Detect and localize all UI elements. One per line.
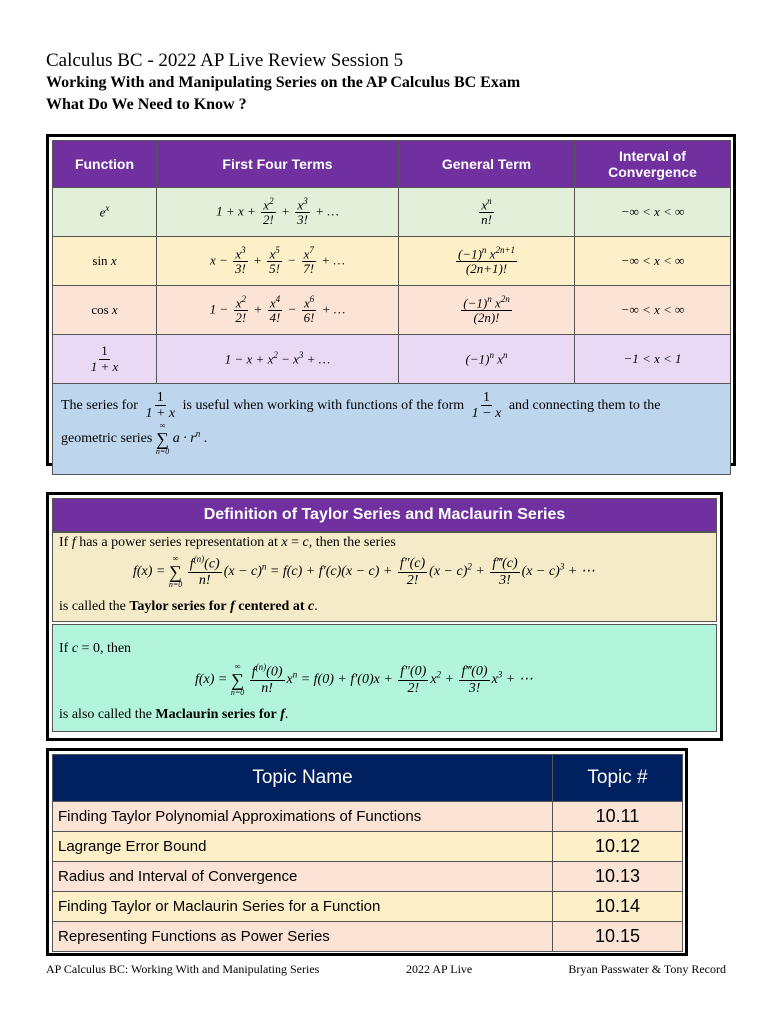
topic-name: Radius and Interval of Convergence (53, 862, 553, 892)
footer-left: AP Calculus BC: Working With and Manipulating Series (46, 962, 320, 976)
topic-name: Representing Functions as Power Series (53, 922, 553, 952)
table-row (53, 832, 683, 862)
function-cell: sin x (53, 237, 157, 286)
function-cell: $e^x$ (53, 188, 157, 237)
definition-box (46, 492, 723, 741)
terms-cell: 1 − $\frac{x^2}{2!}$ + $\frac{x^4}{4!}$ − $\frac{x^6}{6!}$ + … (157, 286, 399, 335)
table-row-sin (53, 237, 731, 286)
series-table (46, 134, 736, 466)
topic-number: 10.14 (553, 892, 683, 922)
maclaurin-definition (52, 624, 717, 732)
topic-number: 10.12 (553, 832, 683, 862)
taylor-outro: is called the Taylor series for f centered at c. (59, 599, 318, 614)
footer-center: 2022 AP Live (406, 962, 473, 976)
topics-table (46, 748, 688, 956)
footer-right: Bryan Passwater & Tony Record (568, 962, 726, 976)
geometric-note: The series for $\frac{1}{1 + x}$ is useful when working with functions of the form $\frac{1}{1 - x}$ and connecting them to the geometric series ∞ ∑ n=0 $a \cdot r^n$ . (53, 384, 731, 475)
topic-number: 10.11 (553, 802, 683, 832)
col-header-first-four-terms: First Four Terms (157, 141, 399, 188)
table-row (53, 802, 683, 832)
page-subtitle: Working With and Manipulating Series on the AP Calculus BC Exam (46, 74, 521, 91)
definition-title: Definition of Taylor Series and Maclaurin Series (52, 498, 717, 532)
topic-name: Lagrange Error Bound (53, 832, 553, 862)
taylor-definition (52, 532, 717, 622)
interval-cell: −∞ < x < ∞ (575, 237, 731, 286)
page-question: What Do We Need to Know ? (46, 96, 247, 113)
col-header-topic-number: Topic # (553, 755, 683, 802)
general-term-cell: $(-1)^n$ $x^n$ (399, 335, 575, 384)
interval-cell: −∞ < x < ∞ (575, 286, 731, 335)
taylor-formula: f(x) = ∞ ∑ n=0 $\frac{f^{(n)}(c)}{n!}$ $(x - c)^n = f(c) + f'(c)(x - c)$ + $\frac{f''(c)}{2!}$ $(x - c)^2$ + $\frac{f‴(c)}{3!}$ $(x - c)^3$ + ⋯ (133, 554, 595, 589)
maclaurin-outro: is also called the Maclaurin series for f. (59, 707, 289, 722)
topic-number: 10.15 (553, 922, 683, 952)
topic-name: Finding Taylor Polynomial Approximations of Functions (53, 802, 553, 832)
table-row (53, 862, 683, 892)
taylor-intro: If f has a power series representation at x = c, then the series (59, 535, 396, 550)
function-cell: cos x (53, 286, 157, 335)
col-header-general-term: General Term (399, 141, 575, 188)
general-term-cell: $\frac{(-1)^n x^{2n}}{(2n)!}$ (399, 286, 575, 335)
topic-number: 10.13 (553, 862, 683, 892)
col-header-function: Function (53, 141, 157, 188)
general-term-cell: $\frac{x^n}{n!}$ (399, 188, 575, 237)
col-header-interval: Interval of Convergence (575, 141, 731, 188)
topic-name: Finding Taylor or Maclaurin Series for a Function (53, 892, 553, 922)
table-row-exp (53, 188, 731, 237)
maclaurin-formula: f(x) = ∞ ∑ n=0 $\frac{f^{(n)}(0)}{n!}$ $x^n = f(0) + f'(0)x$ + $\frac{f''(0)}{2!}$ $x^2$ + $\frac{f‴(0)}{3!}$ $x^3$ + ⋯ (195, 662, 533, 697)
col-header-topic-name: Topic Name (53, 755, 553, 802)
terms-cell: $1 - x + x^2 - x^3$ + … (157, 335, 399, 384)
function-cell: $\frac{1}{1 + x}$ (53, 335, 157, 384)
interval-cell: −1 < x < 1 (575, 335, 731, 384)
table-row (53, 922, 683, 952)
table-row-cos (53, 286, 731, 335)
general-term-cell: $\frac{(-1)^n x^{2n+1}}{(2n+1)!}$ (399, 237, 575, 286)
page-title: Calculus BC - 2022 AP Live Review Session 5 (46, 50, 404, 71)
terms-cell: x − $\frac{x^3}{3!}$ + $\frac{x^5}{5!}$ − $\frac{x^7}{7!}$ + … (157, 237, 399, 286)
table-row-geometric (53, 335, 731, 384)
table-row (53, 892, 683, 922)
maclaurin-intro: If c = 0, then (59, 641, 132, 656)
interval-cell: −∞ < x < ∞ (575, 188, 731, 237)
terms-cell: 1 + x + $\frac{x^2}{2!}$ + $\frac{x^3}{3!}$ + … (157, 188, 399, 237)
